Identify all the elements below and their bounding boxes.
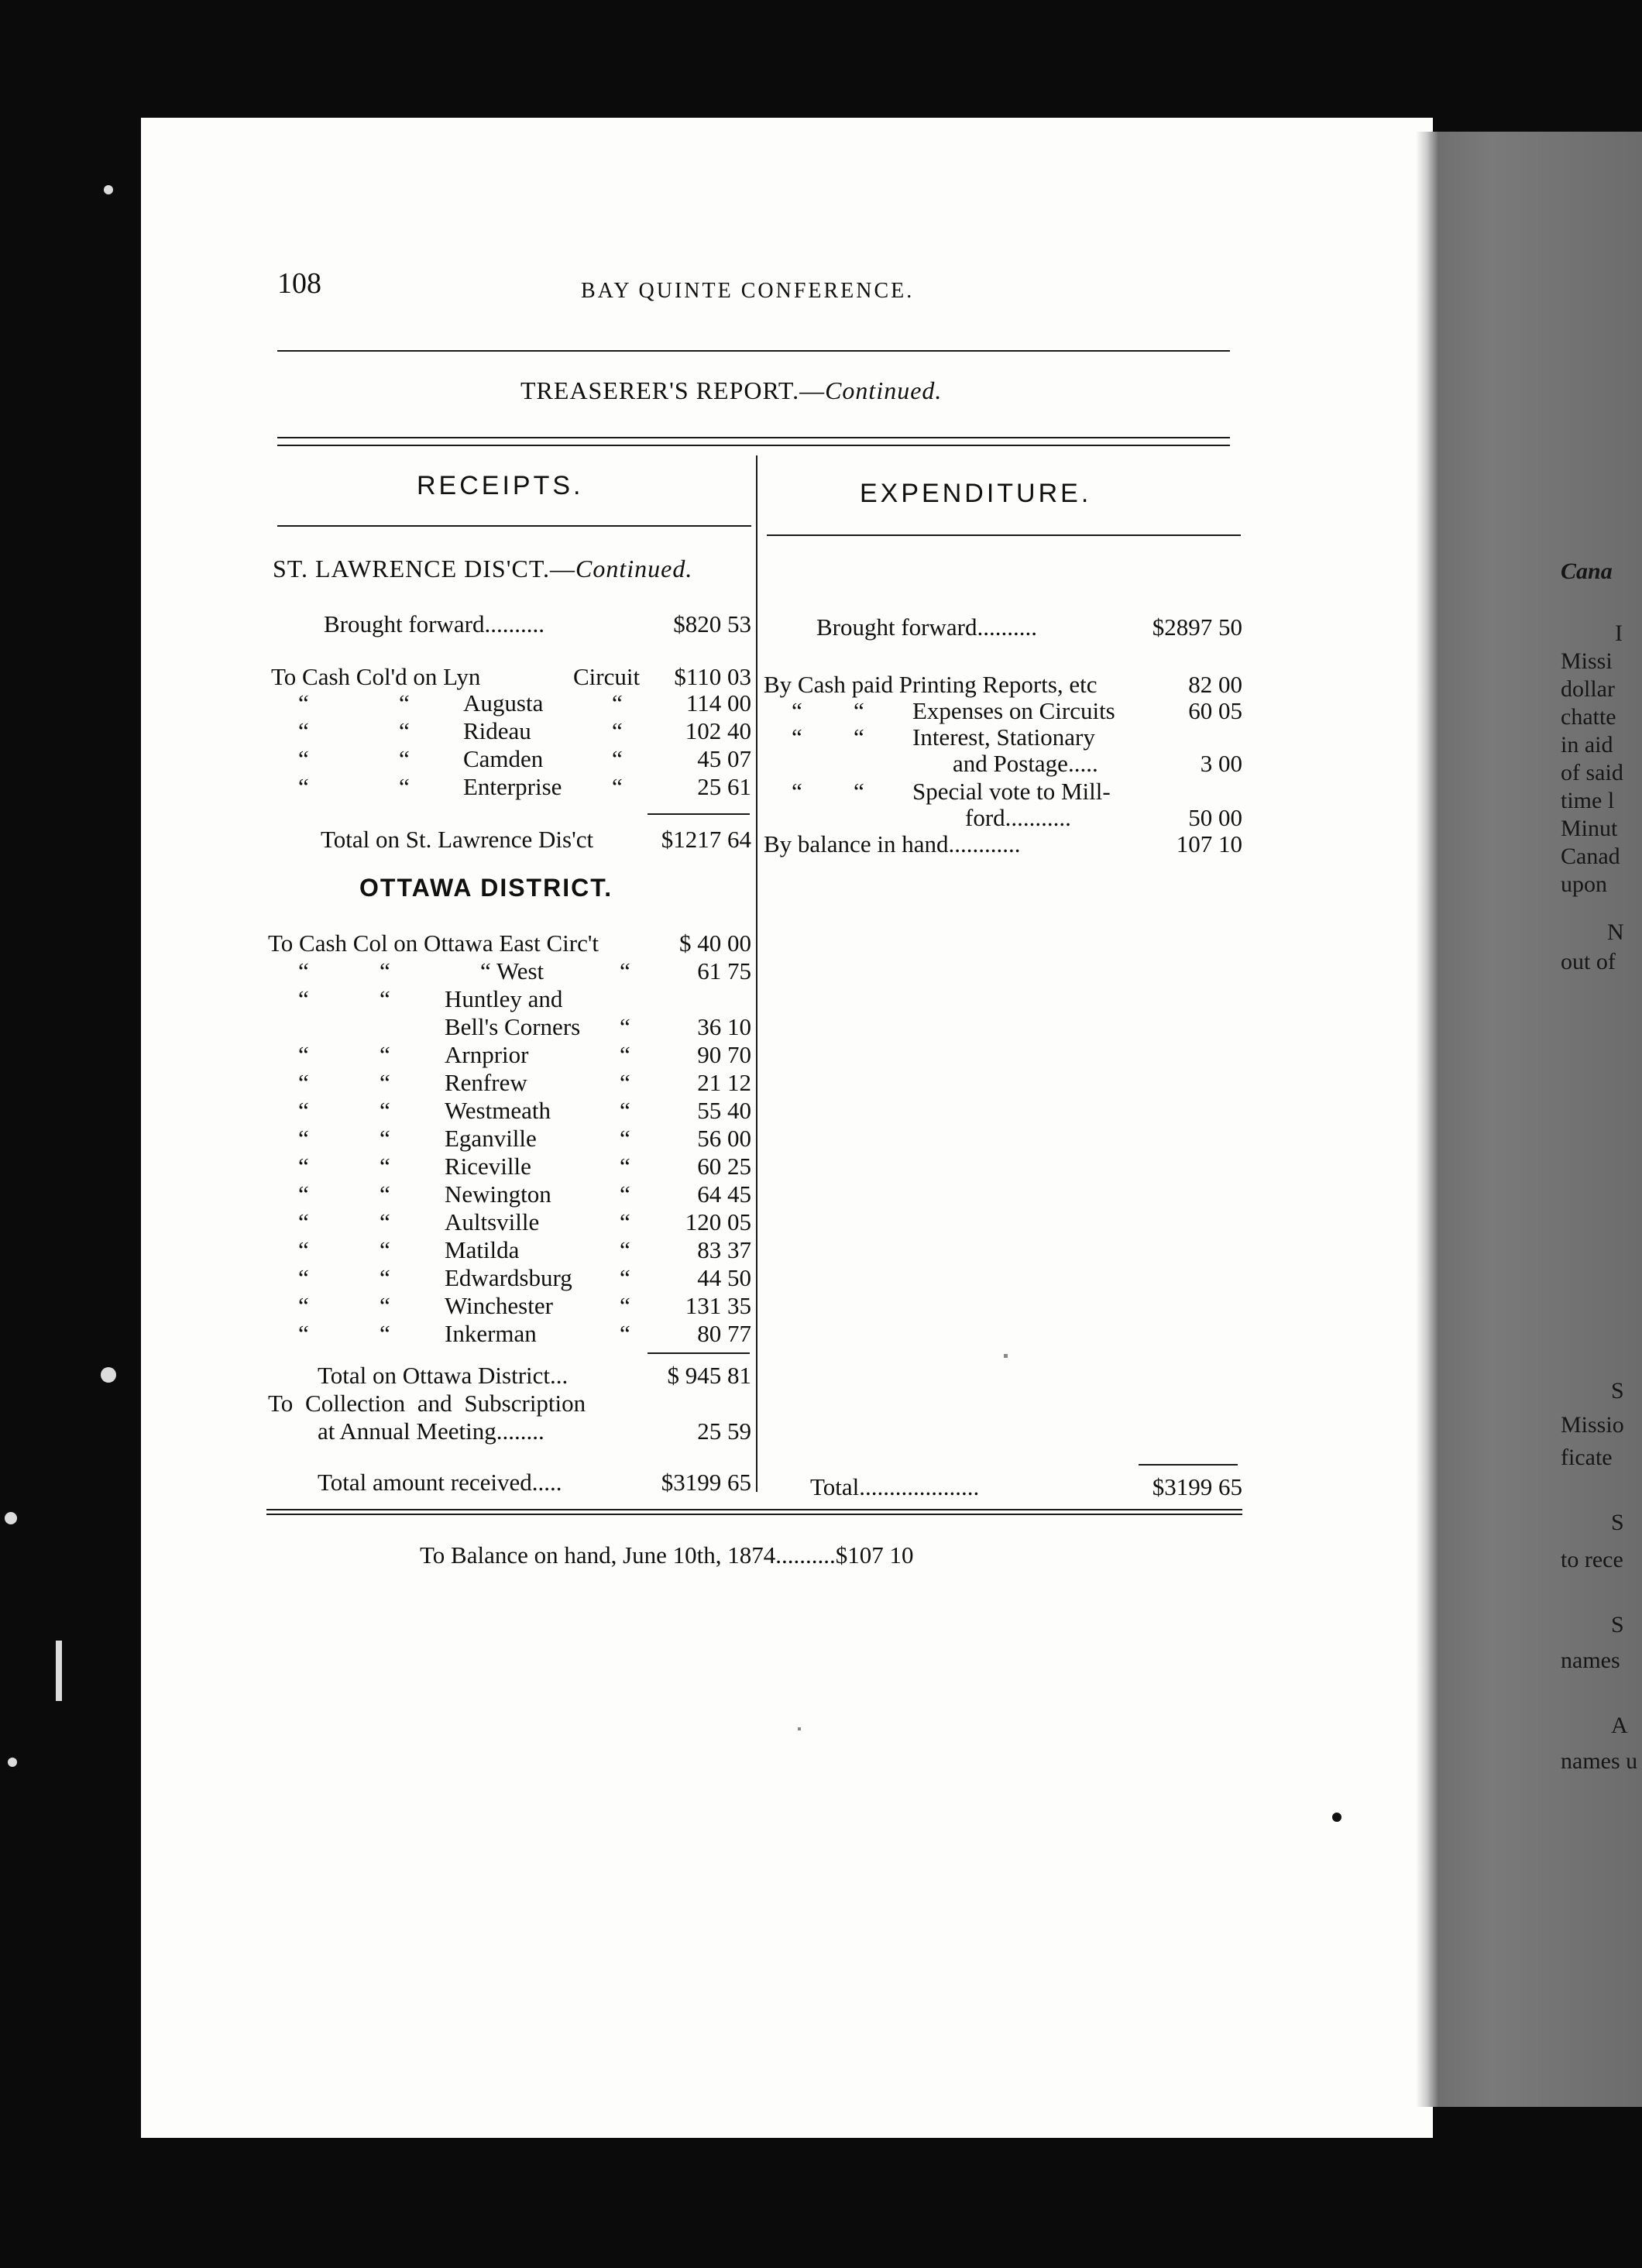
ditto-mark: “ [380, 1069, 390, 1096]
ditto-mark: “ [380, 1208, 390, 1235]
ditto-mark: “ [620, 1125, 630, 1152]
exp-total-amount: $3199 65 [1152, 1473, 1242, 1500]
circuit-amount: 56 00 [697, 1125, 751, 1152]
ditto-mark: “ [380, 1041, 390, 1068]
circuit-amount: 25 61 [697, 773, 751, 800]
ditto-mark: “ [620, 1208, 630, 1235]
exp-total-label: Total.................... [810, 1473, 980, 1500]
page-number: 108 [277, 267, 321, 300]
scan-speck [5, 1512, 17, 1524]
circuit-name: Arnprior [445, 1041, 529, 1068]
circuit-amount: 114 00 [685, 689, 751, 716]
printing-label: By Cash paid Printing Reports, etc [764, 671, 1098, 698]
balance-on-hand-line: To Balance on hand, June 10th, 1874..........$107 10 [420, 1541, 914, 1569]
circuit-amount: 64 45 [697, 1180, 751, 1208]
ditto-mark: “ [380, 1125, 390, 1152]
report-title [520, 376, 942, 405]
ditto-mark: “ [854, 778, 864, 805]
ditto-mark: “ [854, 697, 864, 724]
interest-label: and Postage..... [953, 750, 1098, 777]
facing-page-text: Minut [1561, 816, 1618, 841]
ditto-mark: “ [620, 1069, 630, 1096]
ottawa-first-row-amount: $ 40 00 [679, 930, 751, 957]
ottawa-heading: OTTAWA DISTRICT. [359, 874, 613, 902]
circuit-amount: 36 10 [697, 1013, 751, 1040]
header-rule [277, 350, 1230, 352]
facing-page-text: A [1611, 1713, 1628, 1738]
ditto-mark: “ [380, 985, 390, 1012]
scan-scratch [56, 1641, 62, 1701]
ditto-mark: “ [380, 1153, 390, 1180]
circuit-name: Augusta [463, 689, 544, 716]
collection-amount: 25 59 [697, 1418, 751, 1445]
ditto-mark: “ [298, 1320, 309, 1347]
circuit-amount: 55 40 [697, 1097, 751, 1124]
column-divider [756, 455, 757, 1492]
facing-page-text: Cana [1561, 558, 1613, 584]
ditto-mark: “ [298, 1069, 309, 1096]
circuit-amount: 45 07 [697, 745, 751, 772]
ditto-mark: “ [620, 1264, 630, 1291]
facing-page-text: S [1611, 1378, 1624, 1404]
ditto-mark: “ [612, 689, 623, 716]
page-speck [1332, 1813, 1341, 1822]
ditto-mark: “ [380, 1097, 390, 1124]
page-speck [798, 1727, 801, 1730]
facing-page-text: to rece [1561, 1547, 1623, 1572]
facing-page-text: Canad [1561, 844, 1620, 869]
ditto-mark: “ [380, 1180, 390, 1208]
interest-label: Interest, Stationary [912, 723, 1095, 751]
facing-page-text: N [1607, 919, 1624, 945]
ditto-mark: “ [298, 1097, 309, 1124]
total-rule [1139, 1464, 1238, 1466]
ditto-mark: “ [298, 1208, 309, 1235]
facing-page-text: dollar [1561, 676, 1615, 702]
facing-page-text: of said [1561, 760, 1623, 785]
ditto-mark: “ [792, 723, 802, 751]
circuit-name: Winchester [445, 1292, 553, 1319]
ditto-mark: “ [399, 689, 410, 716]
ditto-mark: “ [620, 1320, 630, 1347]
circuit-amount: 120 05 [685, 1208, 751, 1235]
facing-page-text: names [1561, 1648, 1620, 1673]
circuit-name: Eganville [445, 1125, 537, 1152]
circuit-amount: 61 75 [697, 957, 751, 985]
cash-row-label: To Cash Col'd on Lyn [271, 663, 481, 690]
circuit-label: Circuit [573, 663, 641, 690]
circuit-name: Riceville [445, 1153, 531, 1180]
facing-page-text: names u [1561, 1748, 1638, 1774]
circuit-name: Inkerman [445, 1320, 537, 1347]
ditto-mark: “ [620, 1180, 630, 1208]
st-lawrence-heading-main: ST. LAWRENCE DIS'CT.— [273, 555, 575, 582]
st-lawrence-total-label: Total on St. Lawrence Dis'ct [321, 826, 594, 853]
circuit-amount: 83 37 [697, 1236, 751, 1263]
ditto-mark: “ [620, 1153, 630, 1180]
subtotal-rule [648, 1352, 750, 1354]
ditto-mark: “ [620, 1097, 630, 1124]
subtotal-rule [648, 813, 750, 815]
circuit-name: Newington [445, 1180, 551, 1208]
ditto-mark: “ [380, 1264, 390, 1291]
ditto-mark: “ [380, 1292, 390, 1319]
ditto-mark: “ [298, 957, 309, 985]
circuit-name: Rideau [463, 717, 531, 744]
collection-label: at Annual Meeting........ [318, 1418, 544, 1445]
ditto-mark: “ [612, 717, 623, 744]
facing-page-text: ficate [1561, 1445, 1613, 1470]
ditto-mark: “ [854, 723, 864, 751]
circuit-name: Aultsville [445, 1208, 540, 1235]
report-title-main: TREASERER'S REPORT.— [520, 376, 826, 404]
ditto-mark: “ [298, 717, 309, 744]
facing-page-text: time l [1561, 788, 1615, 813]
brought-forward-amount: $820 53 [673, 610, 751, 637]
receipts-heading-rule [277, 525, 751, 527]
scan-speck [101, 1367, 116, 1383]
facing-page-text: Missi [1561, 648, 1613, 674]
circuit-name: Bell's Corners [445, 1013, 581, 1040]
circuit-amount: 102 40 [685, 717, 751, 744]
ditto-mark: “ [792, 778, 802, 805]
st-lawrence-total-amount: $1217 64 [661, 826, 751, 853]
circuit-amount: 90 70 [697, 1041, 751, 1068]
circuit-amount: 131 35 [685, 1292, 751, 1319]
facing-page-text: chatte [1561, 704, 1616, 730]
brought-forward-label: Brought forward.......... [324, 610, 544, 637]
total-received-label: Total amount received..... [318, 1469, 562, 1496]
special-vote-label: Special vote to Mill- [912, 778, 1111, 805]
ditto-mark: “ [399, 745, 410, 772]
expenses-label: Expenses on Circuits [912, 697, 1115, 724]
circuit-amount: 60 25 [697, 1153, 751, 1180]
ditto-mark: “ [298, 1292, 309, 1319]
st-lawrence-heading-continued: Continued. [575, 555, 693, 582]
ditto-mark: “ [298, 985, 309, 1012]
total-received-amount: $3199 65 [661, 1469, 751, 1496]
circuit-name: Westmeath [445, 1097, 551, 1124]
ditto-mark: “ [620, 1041, 630, 1068]
exp-brought-forward-label: Brought forward.......... [816, 613, 1037, 641]
ottawa-first-row-label: To Cash Col on Ottawa East Circ't [268, 930, 599, 957]
facing-page-text: S [1611, 1510, 1624, 1535]
circuit-name: Camden [463, 745, 544, 772]
ditto-mark: “ [298, 1153, 309, 1180]
facing-page-text: in aid [1561, 732, 1613, 758]
ditto-mark: “ [298, 745, 309, 772]
ditto-mark: “ [298, 1180, 309, 1208]
circuit-name: Huntley and [445, 985, 563, 1012]
scan-speck [8, 1758, 17, 1767]
ditto-mark: “ [620, 1236, 630, 1263]
exp-brought-forward-amount: $2897 50 [1152, 613, 1242, 641]
balance-label: By balance in hand............ [764, 830, 1021, 857]
ditto-mark: “ [620, 957, 630, 985]
page-speck [1004, 1354, 1008, 1358]
expenditure-heading-rule [767, 534, 1241, 536]
ditto-mark: “ [399, 773, 410, 800]
collection-label: To Collection and Subscription [268, 1390, 586, 1417]
facing-page-text: I [1615, 620, 1623, 646]
circuit-name: Edwardsburg [445, 1264, 572, 1291]
ditto-mark: “ [380, 957, 390, 985]
balance-amount: 107 10 [1176, 830, 1242, 857]
circuit-name: Renfrew [445, 1069, 527, 1096]
ottawa-total-label: Total on Ottawa District... [318, 1362, 569, 1389]
circuit-name: “ West [480, 957, 544, 985]
facing-page-text: Missio [1561, 1412, 1624, 1438]
ditto-mark: “ [298, 689, 309, 716]
report-title-continued: Continued. [825, 376, 943, 404]
circuit-name: Matilda [445, 1236, 520, 1263]
ditto-mark: “ [612, 745, 623, 772]
ditto-mark: “ [380, 1320, 390, 1347]
document-page [141, 118, 1433, 2138]
ditto-mark: “ [298, 773, 309, 800]
circuit-amount: $110 03 [674, 663, 751, 690]
ditto-mark: “ [792, 697, 802, 724]
circuit-amount: 21 12 [697, 1069, 751, 1096]
circuit-amount: 44 50 [697, 1264, 751, 1291]
ditto-mark: “ [399, 717, 410, 744]
circuit-name: Enterprise [463, 773, 562, 800]
ditto-mark: “ [380, 1236, 390, 1263]
ditto-mark: “ [298, 1264, 309, 1291]
bottom-double-rule [266, 1509, 1242, 1515]
page-edge-shadow [1416, 132, 1439, 2107]
facing-page-text: S [1611, 1612, 1624, 1637]
title-double-rule [277, 437, 1230, 446]
expenses-amount: 60 05 [1188, 697, 1242, 724]
circuit-amount: 80 77 [697, 1320, 751, 1347]
facing-page-text: upon [1561, 871, 1607, 897]
interest-amount: 3 00 [1200, 750, 1242, 777]
scan-speck [104, 185, 113, 194]
ditto-mark: “ [298, 1125, 309, 1152]
ditto-mark: “ [612, 773, 623, 800]
ditto-mark: “ [298, 1041, 309, 1068]
facing-page-text: out of [1561, 949, 1616, 974]
special-vote-amount: 50 00 [1188, 804, 1242, 831]
ottawa-total-amount: $ 945 81 [667, 1362, 751, 1389]
receipts-heading: RECEIPTS. [417, 471, 584, 500]
expenditure-heading: EXPENDITURE. [860, 479, 1092, 508]
special-vote-label: ford........... [965, 804, 1071, 831]
ditto-mark: “ [620, 1292, 630, 1319]
ditto-mark: “ [620, 1013, 630, 1040]
ditto-mark: “ [298, 1236, 309, 1263]
running-head: BAY QUINTE CONFERENCE. [581, 279, 915, 303]
st-lawrence-heading [273, 555, 692, 582]
book-spine [1427, 132, 1642, 2107]
printing-amount: 82 00 [1188, 671, 1242, 698]
